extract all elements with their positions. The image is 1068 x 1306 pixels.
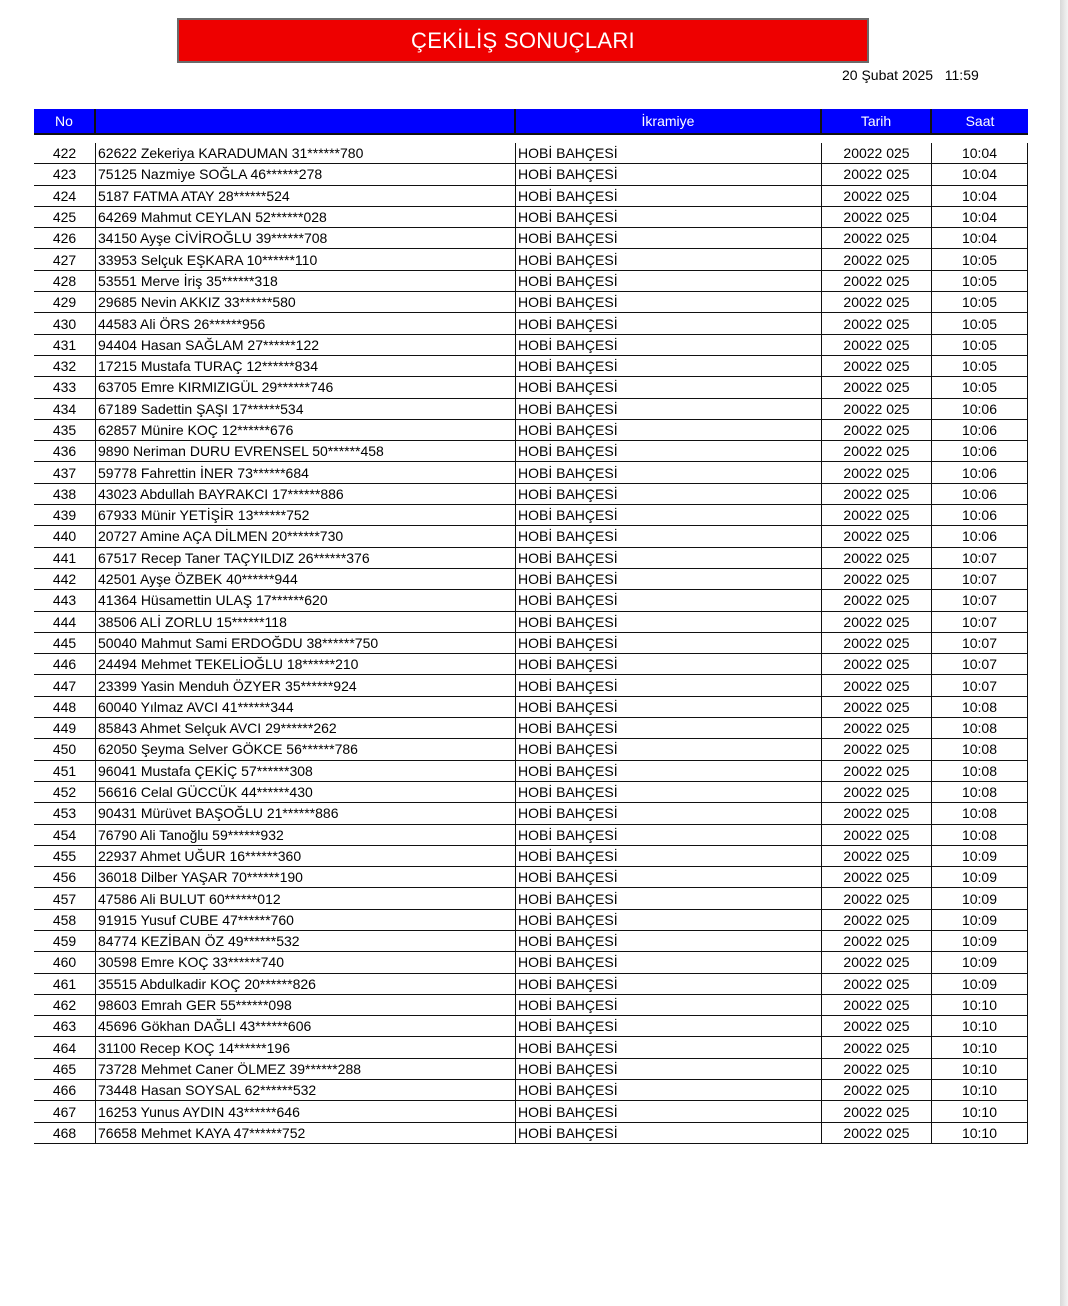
table-row (34, 399, 1028, 420)
winner-name: 76790 Ali Tanoğlu 59******932 (96, 825, 516, 845)
prize-name: HOBİ BAHÇESİ (516, 782, 822, 802)
draw-time: 10:06 (932, 462, 1028, 482)
prize-name: HOBİ BAHÇESİ (516, 548, 822, 568)
winner-name: 41364 Hüsamettin ULAŞ 17******620 (96, 590, 516, 610)
table-row (34, 846, 1028, 867)
draw-date: 20022 025 (822, 335, 932, 355)
row-number: 423 (34, 164, 96, 184)
row-number: 457 (34, 888, 96, 908)
results-table-body (34, 143, 1028, 1144)
table-row (34, 995, 1028, 1016)
draw-date: 20022 025 (822, 526, 932, 546)
winner-name: 91915 Yusuf CUBE 47******760 (96, 910, 516, 930)
table-row (34, 1059, 1028, 1080)
table-row (34, 803, 1028, 824)
draw-time: 10:08 (932, 718, 1028, 738)
draw-time: 10:06 (932, 505, 1028, 525)
table-row (34, 505, 1028, 526)
prize-name: HOBİ BAHÇESİ (516, 1059, 822, 1079)
winner-name: 45696 Gökhan DAĞLI 43******606 (96, 1016, 516, 1036)
prize-name: HOBİ BAHÇESİ (516, 761, 822, 781)
draw-time: 10:08 (932, 825, 1028, 845)
draw-date: 20022 025 (822, 207, 932, 227)
draw-date: 20022 025 (822, 1037, 932, 1057)
draw-time: 10:08 (932, 761, 1028, 781)
row-number: 425 (34, 207, 96, 227)
draw-date: 20022 025 (822, 761, 932, 781)
table-row (34, 356, 1028, 377)
winner-name: 75125 Nazmiye SOĞLA 46******278 (96, 164, 516, 184)
draw-date: 20022 025 (822, 675, 932, 695)
row-number: 431 (34, 335, 96, 355)
table-row (34, 1123, 1028, 1144)
winner-name: 34150 Ayşe CİVİROĞLU 39******708 (96, 228, 516, 248)
row-number: 439 (34, 505, 96, 525)
report-time: 11:59 (944, 67, 979, 83)
page-edge (1060, 0, 1068, 1306)
winner-name: 62622 Zekeriya KARADUMAN 31******780 (96, 143, 516, 163)
draw-date: 20022 025 (822, 186, 932, 206)
draw-date: 20022 025 (822, 1016, 932, 1036)
winner-name: 22937 Ahmet UĞUR 16******360 (96, 846, 516, 866)
draw-time: 10:10 (932, 1059, 1028, 1079)
winner-name: 60040 Yılmaz AVCI 41******344 (96, 697, 516, 717)
winner-name: 5187 FATMA ATAY 28******524 (96, 186, 516, 206)
table-row (34, 910, 1028, 931)
draw-time: 10:10 (932, 1016, 1028, 1036)
winner-name: 29685 Nevin AKKIZ 33******580 (96, 292, 516, 312)
row-number: 441 (34, 548, 96, 568)
row-number: 436 (34, 441, 96, 461)
prize-name: HOBİ BAHÇESİ (516, 931, 822, 951)
table-row (34, 292, 1028, 313)
draw-date: 20022 025 (822, 782, 932, 802)
table-row (34, 739, 1028, 760)
row-number: 432 (34, 356, 96, 376)
draw-time: 10:07 (932, 633, 1028, 653)
table-row (34, 164, 1028, 185)
table-row (34, 420, 1028, 441)
row-number: 467 (34, 1101, 96, 1121)
winner-name: 38506 ALİ ZORLU 15******118 (96, 612, 516, 632)
row-number: 452 (34, 782, 96, 802)
winner-name: 64269 Mahmut CEYLAN 52******028 (96, 207, 516, 227)
table-row (34, 228, 1028, 249)
prize-name: HOBİ BAHÇESİ (516, 867, 822, 887)
row-number: 426 (34, 228, 96, 248)
row-number: 429 (34, 292, 96, 312)
draw-time: 10:10 (932, 1123, 1028, 1143)
prize-name: HOBİ BAHÇESİ (516, 313, 822, 333)
draw-date: 20022 025 (822, 803, 932, 823)
row-number: 438 (34, 484, 96, 504)
draw-time: 10:09 (932, 867, 1028, 887)
draw-time: 10:09 (932, 952, 1028, 972)
prize-name: HOBİ BAHÇESİ (516, 356, 822, 376)
table-row (34, 1016, 1028, 1037)
row-number: 428 (34, 271, 96, 291)
draw-date: 20022 025 (822, 867, 932, 887)
draw-time: 10:10 (932, 1080, 1028, 1100)
prize-name: HOBİ BAHÇESİ (516, 718, 822, 738)
prize-name: HOBİ BAHÇESİ (516, 697, 822, 717)
prize-name: HOBİ BAHÇESİ (516, 1101, 822, 1121)
table-row (34, 718, 1028, 739)
winner-name: 44583 Ali ÖRS 26******956 (96, 313, 516, 333)
winner-name: 35515 Abdulkadir KOÇ 20******826 (96, 974, 516, 994)
winner-name: 20727 Amine AÇA DİLMEN 20******730 (96, 526, 516, 546)
draw-date: 20022 025 (822, 995, 932, 1015)
draw-time: 10:05 (932, 271, 1028, 291)
winner-name: 62050 Şeyma Selver GÖKCE 56******786 (96, 739, 516, 759)
row-number: 466 (34, 1080, 96, 1100)
table-row (34, 377, 1028, 398)
row-number: 453 (34, 803, 96, 823)
table-row (34, 761, 1028, 782)
prize-name: HOBİ BAHÇESİ (516, 739, 822, 759)
prize-name: HOBİ BAHÇESİ (516, 143, 822, 163)
winner-name: 50040 Mahmut Sami ERDOĞDU 38******750 (96, 633, 516, 653)
prize-name: HOBİ BAHÇESİ (516, 888, 822, 908)
draw-date: 20022 025 (822, 1123, 932, 1143)
draw-date: 20022 025 (822, 292, 932, 312)
row-number: 461 (34, 974, 96, 994)
draw-time: 10:07 (932, 654, 1028, 674)
winner-name: 84774 KEZİBAN ÖZ 49******532 (96, 931, 516, 951)
table-row (34, 207, 1028, 228)
draw-date: 20022 025 (822, 462, 932, 482)
table-header (34, 109, 1028, 135)
prize-name: HOBİ BAHÇESİ (516, 228, 822, 248)
draw-time: 10:04 (932, 143, 1028, 163)
row-number: 459 (34, 931, 96, 951)
winner-name: 33953 Selçuk EŞKARA 10******110 (96, 249, 516, 269)
draw-time: 10:05 (932, 356, 1028, 376)
draw-time: 10:04 (932, 207, 1028, 227)
draw-date: 20022 025 (822, 228, 932, 248)
draw-time: 10:08 (932, 739, 1028, 759)
table-row (34, 143, 1028, 164)
draw-time: 10:10 (932, 995, 1028, 1015)
prize-name: HOBİ BAHÇESİ (516, 526, 822, 546)
winner-name: 42501 Ayşe ÖZBEK 40******944 (96, 569, 516, 589)
draw-time: 10:04 (932, 186, 1028, 206)
table-row (34, 441, 1028, 462)
draw-time: 10:05 (932, 313, 1028, 333)
draw-date: 20022 025 (822, 612, 932, 632)
prize-name: HOBİ BAHÇESİ (516, 1016, 822, 1036)
row-number: 460 (34, 952, 96, 972)
winner-name: 9890 Neriman DURU EVRENSEL 50******458 (96, 441, 516, 461)
draw-date: 20022 025 (822, 377, 932, 397)
winner-name: 90431 Mürüvet BAŞOĞLU 21******886 (96, 803, 516, 823)
row-number: 444 (34, 612, 96, 632)
winner-name: 73728 Mehmet Caner ÖLMEZ 39******288 (96, 1059, 516, 1079)
prize-name: HOBİ BAHÇESİ (516, 399, 822, 419)
winner-name: 53551 Merve İriş 35******318 (96, 271, 516, 291)
draw-time: 10:04 (932, 164, 1028, 184)
draw-date: 20022 025 (822, 1080, 932, 1100)
table-row (34, 825, 1028, 846)
draw-date: 20022 025 (822, 548, 932, 568)
row-number: 433 (34, 377, 96, 397)
table-row (34, 782, 1028, 803)
table-row (34, 271, 1028, 292)
row-number: 440 (34, 526, 96, 546)
draw-time: 10:06 (932, 484, 1028, 504)
prize-name: HOBİ BAHÇESİ (516, 462, 822, 482)
row-number: 447 (34, 675, 96, 695)
row-number: 454 (34, 825, 96, 845)
draw-date: 20022 025 (822, 825, 932, 845)
draw-date: 20022 025 (822, 441, 932, 461)
draw-time: 10:06 (932, 441, 1028, 461)
draw-date: 20022 025 (822, 1101, 932, 1121)
report-date: 20 Şubat 2025 (842, 67, 934, 83)
draw-date: 20022 025 (822, 420, 932, 440)
winner-name: 23399 Yasin Menduh ÖZYER 35******924 (96, 675, 516, 695)
prize-name: HOBİ BAHÇESİ (516, 569, 822, 589)
draw-date: 20022 025 (822, 846, 932, 866)
draw-time: 10:10 (932, 1037, 1028, 1057)
table-row (34, 974, 1028, 995)
table-row (34, 249, 1028, 270)
row-number: 443 (34, 590, 96, 610)
prize-name: HOBİ BAHÇESİ (516, 484, 822, 504)
draw-date: 20022 025 (822, 633, 932, 653)
table-row (34, 313, 1028, 334)
winner-name: 94404 Hasan SAĞLAM 27******122 (96, 335, 516, 355)
row-number: 463 (34, 1016, 96, 1036)
table-row (34, 675, 1028, 696)
table-row (34, 1080, 1028, 1101)
winner-name: 31100 Recep KOÇ 14******196 (96, 1037, 516, 1057)
draw-date: 20022 025 (822, 356, 932, 376)
table-row (34, 569, 1028, 590)
row-number: 422 (34, 143, 96, 163)
row-number: 464 (34, 1037, 96, 1057)
prize-name: HOBİ BAHÇESİ (516, 952, 822, 972)
draw-time: 10:09 (932, 846, 1028, 866)
draw-date: 20022 025 (822, 399, 932, 419)
prize-name: HOBİ BAHÇESİ (516, 164, 822, 184)
row-number: 468 (34, 1123, 96, 1143)
prize-name: HOBİ BAHÇESİ (516, 590, 822, 610)
column-header-saat: Saat (965, 113, 995, 129)
winner-name: 63705 Emre KIRMIZIGÜL 29******746 (96, 377, 516, 397)
prize-name: HOBİ BAHÇESİ (516, 207, 822, 227)
prize-name: HOBİ BAHÇESİ (516, 633, 822, 653)
winner-name: 36018 Dilber YAŞAR 70******190 (96, 867, 516, 887)
prize-name: HOBİ BAHÇESİ (516, 335, 822, 355)
row-number: 465 (34, 1059, 96, 1079)
table-row (34, 612, 1028, 633)
draw-time: 10:06 (932, 399, 1028, 419)
row-number: 449 (34, 718, 96, 738)
row-number: 451 (34, 761, 96, 781)
prize-name: HOBİ BAHÇESİ (516, 292, 822, 312)
draw-date: 20022 025 (822, 143, 932, 163)
column-header-name (96, 109, 516, 133)
winner-name: 47586 Ali BULUT 60******012 (96, 888, 516, 908)
draw-date: 20022 025 (822, 910, 932, 930)
prize-name: HOBİ BAHÇESİ (516, 910, 822, 930)
winner-name: 85843 Ahmet Selçuk AVCI 29******262 (96, 718, 516, 738)
draw-time: 10:05 (932, 335, 1028, 355)
row-number: 427 (34, 249, 96, 269)
draw-time: 10:09 (932, 931, 1028, 951)
prize-name: HOBİ BAHÇESİ (516, 846, 822, 866)
row-number: 455 (34, 846, 96, 866)
winner-name: 59778 Fahrettin İNER 73******684 (96, 462, 516, 482)
prize-name: HOBİ BAHÇESİ (516, 1123, 822, 1143)
row-number: 448 (34, 697, 96, 717)
winner-name: 67189 Sadettin ŞAŞI 17******534 (96, 399, 516, 419)
prize-name: HOBİ BAHÇESİ (516, 995, 822, 1015)
draw-date: 20022 025 (822, 974, 932, 994)
draw-date: 20022 025 (822, 718, 932, 738)
draw-time: 10:05 (932, 292, 1028, 312)
column-header-ikramiye: İkramiye (516, 109, 822, 133)
draw-date: 20022 025 (822, 569, 932, 589)
winner-name: 43023 Abdullah BAYRAKCI 17******886 (96, 484, 516, 504)
column-header-tarih: Tarih (822, 109, 932, 133)
draw-date: 20022 025 (822, 1059, 932, 1079)
table-row (34, 633, 1028, 654)
draw-date: 20022 025 (822, 313, 932, 333)
draw-time: 10:09 (932, 974, 1028, 994)
winner-name: 98603 Emrah GER 55******098 (96, 995, 516, 1015)
draw-time: 10:08 (932, 697, 1028, 717)
prize-name: HOBİ BAHÇESİ (516, 803, 822, 823)
row-number: 424 (34, 186, 96, 206)
draw-time: 10:07 (932, 590, 1028, 610)
prize-name: HOBİ BAHÇESİ (516, 974, 822, 994)
draw-date: 20022 025 (822, 271, 932, 291)
page-title: ÇEKİLİŞ SONUÇLARI (177, 18, 869, 63)
table-row (34, 335, 1028, 356)
draw-date: 20022 025 (822, 739, 932, 759)
draw-time: 10:09 (932, 888, 1028, 908)
winner-name: 30598 Emre KOÇ 33******740 (96, 952, 516, 972)
winner-name: 76658 Mehmet KAYA 47******752 (96, 1123, 516, 1143)
table-row (34, 462, 1028, 483)
draw-date: 20022 025 (822, 952, 932, 972)
prize-name: HOBİ BAHÇESİ (516, 420, 822, 440)
prize-name: HOBİ BAHÇESİ (516, 612, 822, 632)
table-row (34, 952, 1028, 973)
row-number: 430 (34, 313, 96, 333)
table-row (34, 548, 1028, 569)
prize-name: HOBİ BAHÇESİ (516, 377, 822, 397)
draw-time: 10:09 (932, 910, 1028, 930)
winner-name: 73448 Hasan SOYSAL 62******532 (96, 1080, 516, 1100)
prize-name: HOBİ BAHÇESİ (516, 654, 822, 674)
table-row (34, 484, 1028, 505)
draw-time: 10:07 (932, 675, 1028, 695)
winner-name: 24494 Mehmet TEKELİOĞLU 18******210 (96, 654, 516, 674)
prize-name: HOBİ BAHÇESİ (516, 505, 822, 525)
report-datetime (842, 67, 979, 83)
draw-time: 10:07 (932, 548, 1028, 568)
row-number: 456 (34, 867, 96, 887)
draw-date: 20022 025 (822, 249, 932, 269)
prize-name: HOBİ BAHÇESİ (516, 249, 822, 269)
table-row (34, 590, 1028, 611)
prize-name: HOBİ BAHÇESİ (516, 1037, 822, 1057)
draw-time: 10:07 (932, 612, 1028, 632)
prize-name: HOBİ BAHÇESİ (516, 441, 822, 461)
draw-time: 10:07 (932, 569, 1028, 589)
table-row (34, 1037, 1028, 1058)
draw-date: 20022 025 (822, 505, 932, 525)
row-number: 445 (34, 633, 96, 653)
table-row (34, 1101, 1028, 1122)
winner-name: 62857 Münire KOÇ 12******676 (96, 420, 516, 440)
draw-date: 20022 025 (822, 888, 932, 908)
row-number: 458 (34, 910, 96, 930)
draw-time: 10:04 (932, 228, 1028, 248)
table-row (34, 526, 1028, 547)
draw-date: 20022 025 (822, 697, 932, 717)
winner-name: 96041 Mustafa ÇEKİÇ 57******308 (96, 761, 516, 781)
winner-name: 56616 Celal GÜCCÜK 44******430 (96, 782, 516, 802)
draw-date: 20022 025 (822, 931, 932, 951)
winner-name: 67517 Recep Taner TAÇYILDIZ 26******376 (96, 548, 516, 568)
draw-time: 10:05 (932, 249, 1028, 269)
row-number: 442 (34, 569, 96, 589)
draw-time: 10:06 (932, 420, 1028, 440)
draw-time: 10:06 (932, 526, 1028, 546)
prize-name: HOBİ BAHÇESİ (516, 186, 822, 206)
draw-date: 20022 025 (822, 590, 932, 610)
draw-time: 10:05 (932, 377, 1028, 397)
table-row (34, 867, 1028, 888)
row-number: 446 (34, 654, 96, 674)
winner-name: 17215 Mustafa TURAÇ 12******834 (96, 356, 516, 376)
column-header-no: No (34, 109, 96, 133)
row-number: 462 (34, 995, 96, 1015)
row-number: 437 (34, 462, 96, 482)
table-row (34, 654, 1028, 675)
draw-time: 10:08 (932, 803, 1028, 823)
winner-name: 16253 Yunus AYDIN 43******646 (96, 1101, 516, 1121)
table-row (34, 888, 1028, 909)
prize-name: HOBİ BAHÇESİ (516, 825, 822, 845)
winner-name: 67933 Münir YETİŞİR 13******752 (96, 505, 516, 525)
row-number: 435 (34, 420, 96, 440)
draw-date: 20022 025 (822, 484, 932, 504)
draw-time: 10:08 (932, 782, 1028, 802)
draw-time: 10:10 (932, 1101, 1028, 1121)
draw-date: 20022 025 (822, 654, 932, 674)
prize-name: HOBİ BAHÇESİ (516, 1080, 822, 1100)
prize-name: HOBİ BAHÇESİ (516, 675, 822, 695)
table-row (34, 697, 1028, 718)
table-row (34, 931, 1028, 952)
row-number: 434 (34, 399, 96, 419)
draw-date: 20022 025 (822, 164, 932, 184)
row-number: 450 (34, 739, 96, 759)
table-row (34, 186, 1028, 207)
prize-name: HOBİ BAHÇESİ (516, 271, 822, 291)
